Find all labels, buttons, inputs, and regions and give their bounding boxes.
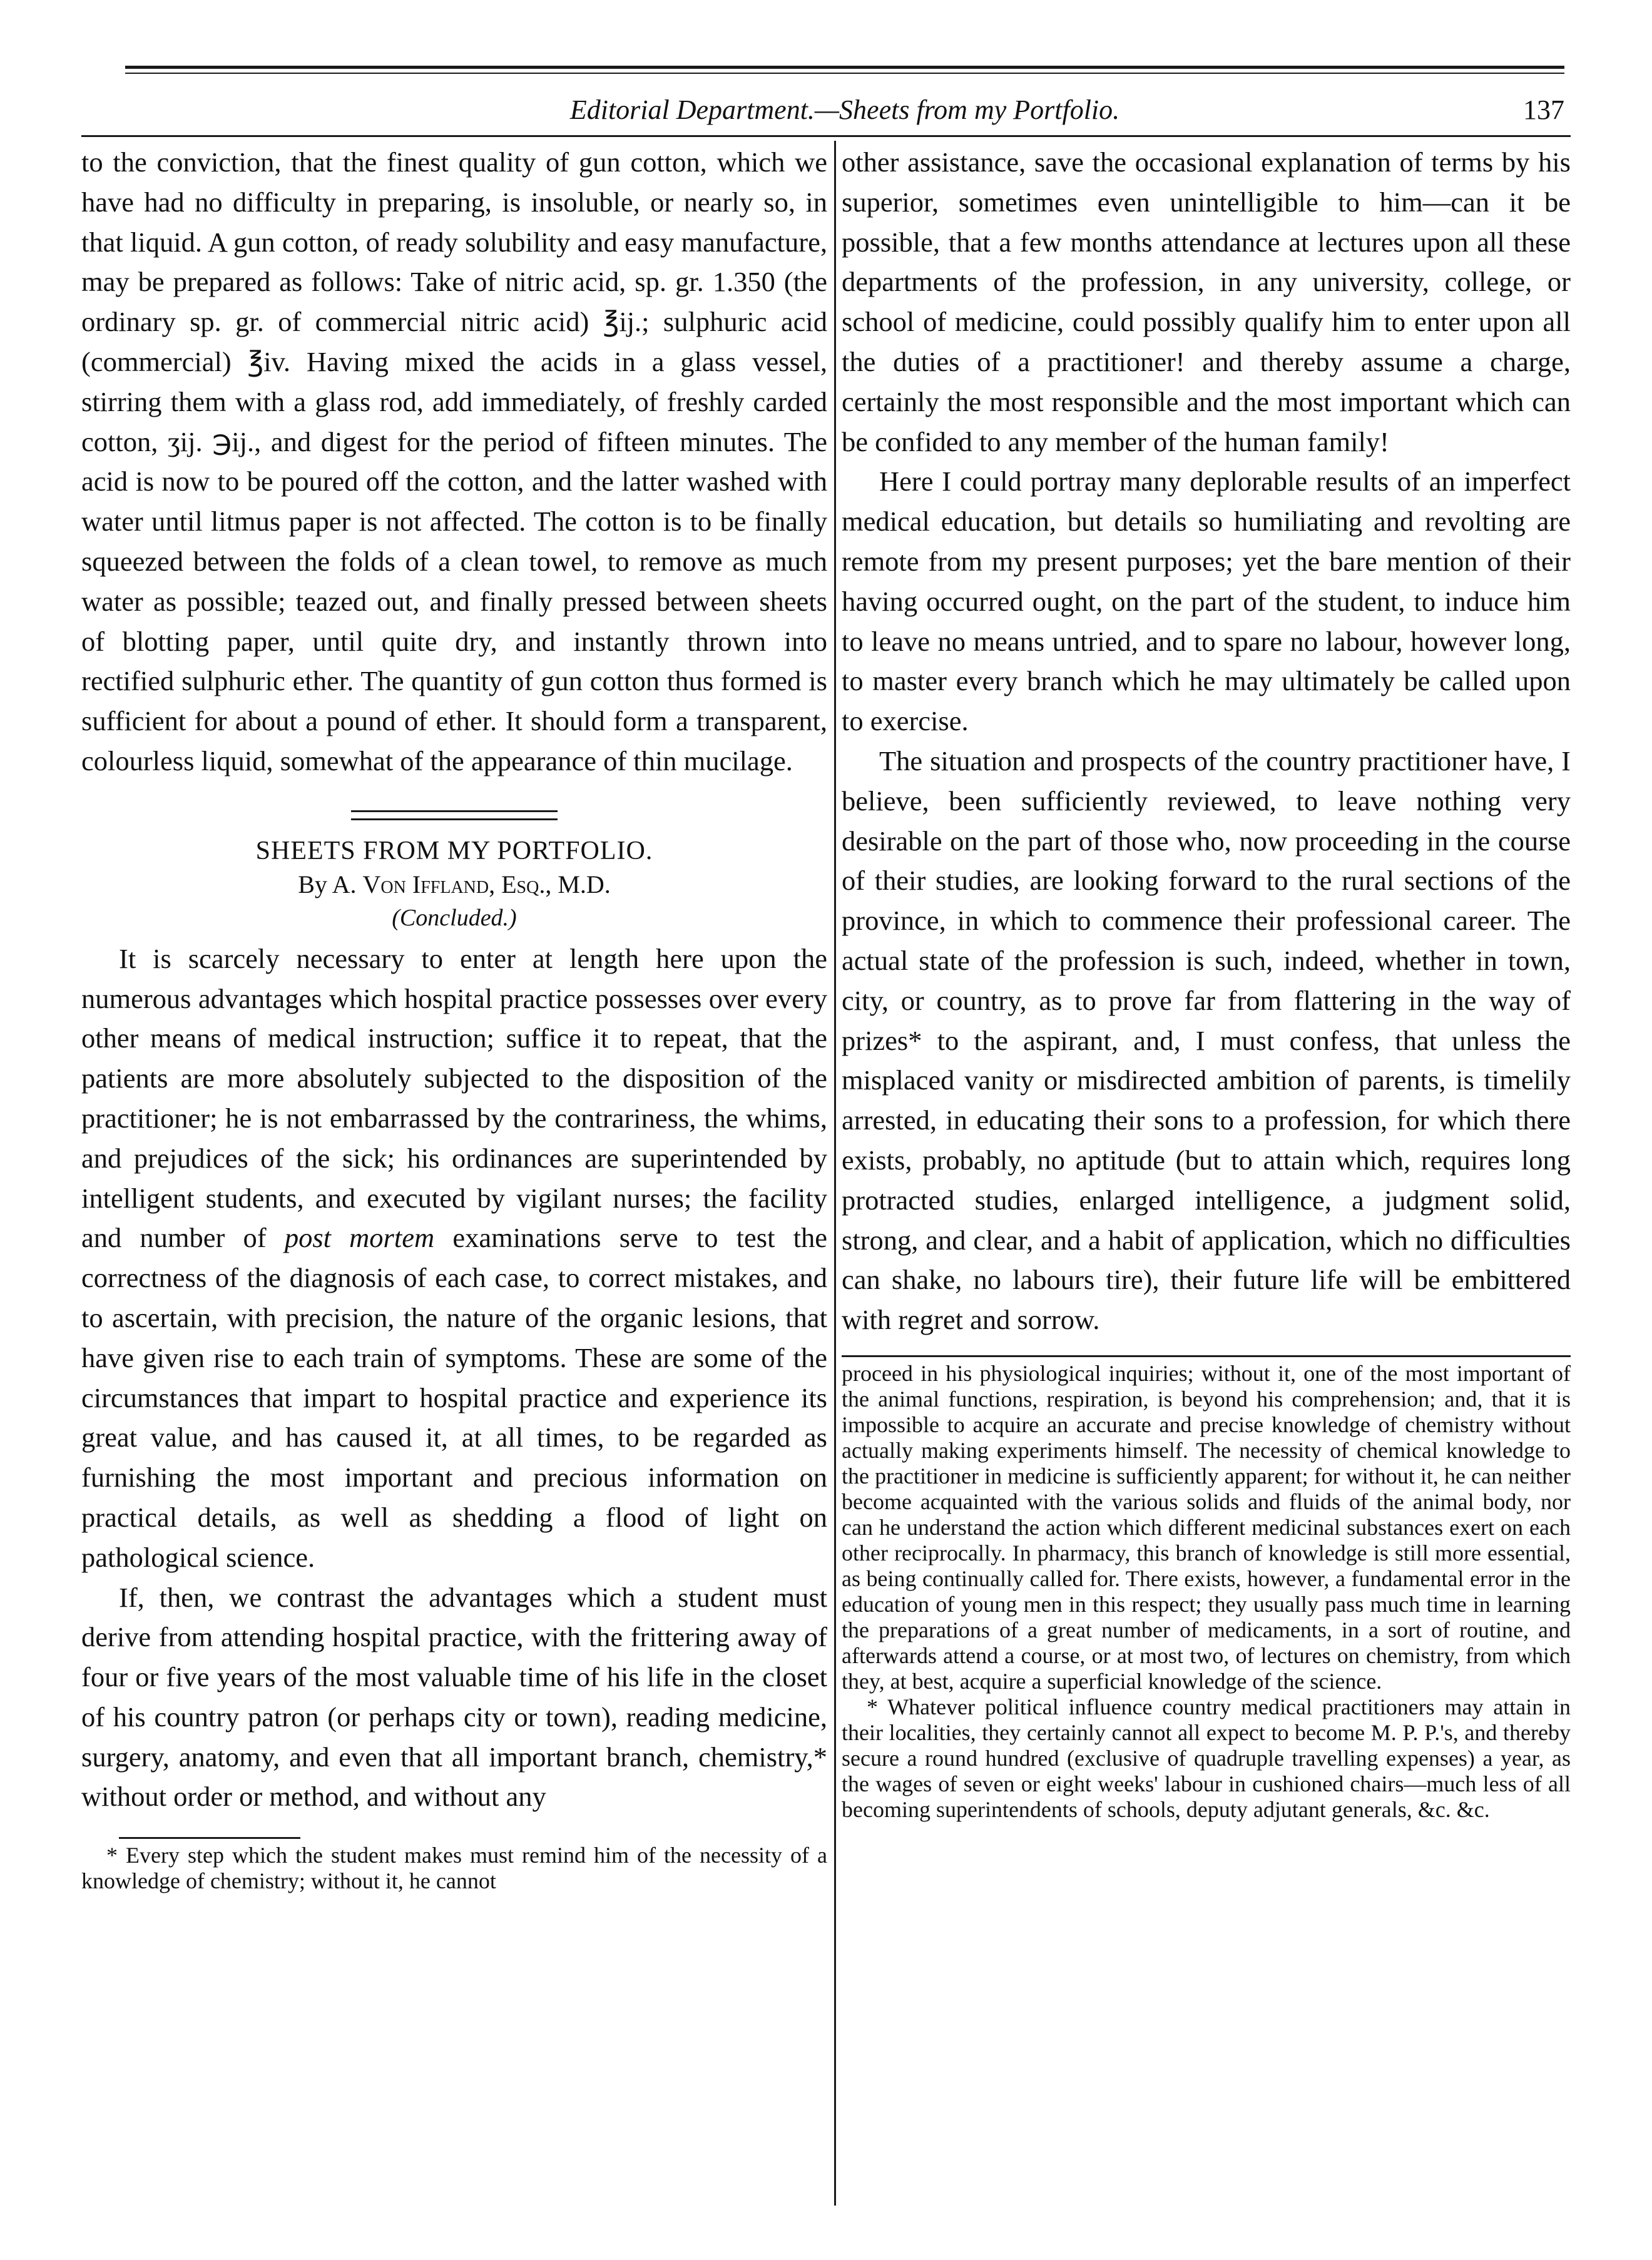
continued-paragraph: other assistance, save the occasional explanation of terms by his superior, sometimes even unintelligible to him—can it be possible, that a few months attendance at lectures upon all these departments of the profession, in any university, college, or school of medicine, could possibly qualify him to enter upon all the duties of a practitioner! and thereby assume a charge, certainly the most responsible and the most important which can be confided to any member of the human family! bbox=[842, 146, 1571, 457]
footnote-chemistry: * Every step which the student makes must remind him of the necessity of a knowledge of chemistry; without it, he cannot bbox=[81, 1843, 827, 1894]
byline bbox=[81, 868, 827, 902]
top-border-rules bbox=[125, 66, 1564, 78]
hospital-practice-paragraph bbox=[81, 939, 827, 1578]
section-divider bbox=[351, 810, 558, 820]
situation-paragraph: The situation and prospects of the country practitioner have, I believe, been sufficiently reviewed, to leave nothing very desirable on the part of those who, now proceeding in the course of their studies, are looking forward to the rural sections of the province, in which to commence their professional career. The actual state of the profession is such, indeed, whether in town, city, or country, as to prove far from flattering in the way of prizes* to the aspirant, and, I must confess, that unless the misplaced vanity or misdirected ambition of parents, is timelily arrested, in educating their sons to a profession, for which there exists, probably, no aptitude (but to attain which, requires long protracted studies, enlarged intelligence, a judgment solid, strong, and clear, and a habit of application, which no difficulties can shake, no labours tire), their future life will be embittered with regret and sorrow. bbox=[842, 745, 1571, 1336]
concluded-note: (Concluded.) bbox=[392, 904, 517, 931]
header-rule bbox=[81, 135, 1571, 137]
footnotes-right bbox=[842, 1361, 1571, 1823]
contrast-paragraph: If, then, we contrast the advantages which a student must derive from attending hospital practice, with the frittering away of four or five years of the most valuable time of his life in the closet of his country patron (or perhaps city or town), reading medicine, surgery, anatomy, and even that all important branch, chemistry,* without order or method, and without any bbox=[81, 1581, 827, 1813]
running-header bbox=[125, 88, 1564, 131]
gun-cotton-paragraph: to the conviction, that the finest quality of gun cotton, which we have had no difficulty in preparing, is insoluble, or nearly so, in that liquid. A gun cotton, of ready solubility and easy manufacture, may be prepared as follows: Take of nitric acid, sp. gr. 1.350 (the ordinary sp. gr. of commercial nitric acid) ℥ij.; sulphuric acid (commercial) ℥iv. Having mixed the acids in a glass vessel, stirring them with a glass rod, add immediately, of freshly carded cotton, ʒij. ℈ij., and digest for the period of fifteen minutes. The acid is now to be poured off the cotton, and the latter washed with water until litmus paper is not affected. The cotton is to be finally squeezed between the folds of a clean towel, to remove as much water as possible; teazed out, and finally pressed between sheets of blotting paper, until quite dry, and instantly thrown into rectified sulphuric ether. The quantity of gun cotton thus formed is sufficient for about a pound of ether. It should form a transparent, colourless liquid, somewhat of the appearance of thin mucilage. bbox=[81, 146, 827, 776]
footnote-rule-right bbox=[842, 1355, 1571, 1357]
page-number: 137 bbox=[1523, 94, 1564, 125]
post-mortem-italic: post mortem bbox=[284, 1222, 435, 1254]
footnote-left bbox=[81, 1843, 827, 1894]
top-rule-thin bbox=[125, 73, 1564, 74]
byline-prefix: By A. bbox=[298, 870, 363, 898]
portray-paragraph: Here I could portray many deplorable results of an imperfect medical education, but details so humiliating and revolting are remote from my present purposes; yet the bare mention of their having occurred ought, on the part of the student, to induce him to leave no means untried, and to spare no labour, however long, to master every branch which he may ultimately be called upon to exercise. bbox=[842, 466, 1571, 737]
footnote-rule-left bbox=[119, 1837, 300, 1839]
hospital-text-after: examinations serve to test the correctness of the diagnosis of each case, to correct mistakes, and to ascertain, with precision, the nature of the organic lesions, that have given rise to each train of symptoms. These are some of the circumstances that impart to hospital practice and experience its great value, and has caused it, at all times, to be regarded as furnishing the most important and precious information on practical details, as well as shedding a flood of light on pathological science. bbox=[81, 1222, 827, 1573]
left-column bbox=[81, 143, 827, 1894]
running-title: Editorial Department.—Sheets from my Portfolio. bbox=[569, 94, 1120, 125]
section-title: SHEETS FROM MY PORTFOLIO. bbox=[255, 836, 653, 865]
right-column bbox=[842, 143, 1571, 1823]
section-rule-2 bbox=[351, 818, 558, 820]
footnote-chemistry-continued: proceed in his physiological inquiries; without it, one of the most important of the animal functions, respiration, is beyond his comprehension; and, that it is impossible to acquire an accurate and precise knowledge of chemistry without actually making experiments himself. The necessity of chemical knowledge to the practitioner in medicine is sufficiently apparent; for without it, he can neither become acquainted with the various solids and fluids of the animal body, nor can he understand the action which different medicinal substances exert on each other reciprocally. In pharmacy, this branch of knowledge is still more essential, as being continually called for. There exists, however, a fundamental error in the education of young men in this respect; they usually pass much time in learning the preparations of a great number of medicaments, in a sort of routine, and afterwards attend a course, or at most two, of lectures on chemistry, from which they, at best, acquire a superficial knowledge of the science. bbox=[842, 1360, 1571, 1694]
footnote-prizes: * Whatever political influence country medical practitioners may attain in their localities, they certainly cannot all expect to become M. P. P.'s, and thereby secure a round hundred (exclusive of quadruple travelling expenses) a year, as the wages of seven or eight weeks' labour in cushioned chairs—much less of all becoming superintendents of schools, deputy adjutant generals, &c. &c. bbox=[842, 1694, 1571, 1822]
top-rule-thick bbox=[125, 66, 1564, 69]
hospital-text-before: It is scarcely necessary to enter at length here upon the numerous advantages which hospital practice possesses over every other means of medical instruction; suffice it to repeat, that the patients are more absolutely subjected to the disposition of the practitioner; he is not embarrassed by the contrariness, the whims, and prejudices of the sick; his ordinances are superintended by intelligent students, and executed by vigilant nurses; the facility and number of bbox=[81, 942, 827, 1254]
byline-name: Von Iffland, Esq., bbox=[362, 870, 552, 898]
column-divider bbox=[834, 141, 836, 2206]
byline-suffix: M.D. bbox=[551, 870, 611, 898]
section-rule-1 bbox=[351, 810, 558, 812]
